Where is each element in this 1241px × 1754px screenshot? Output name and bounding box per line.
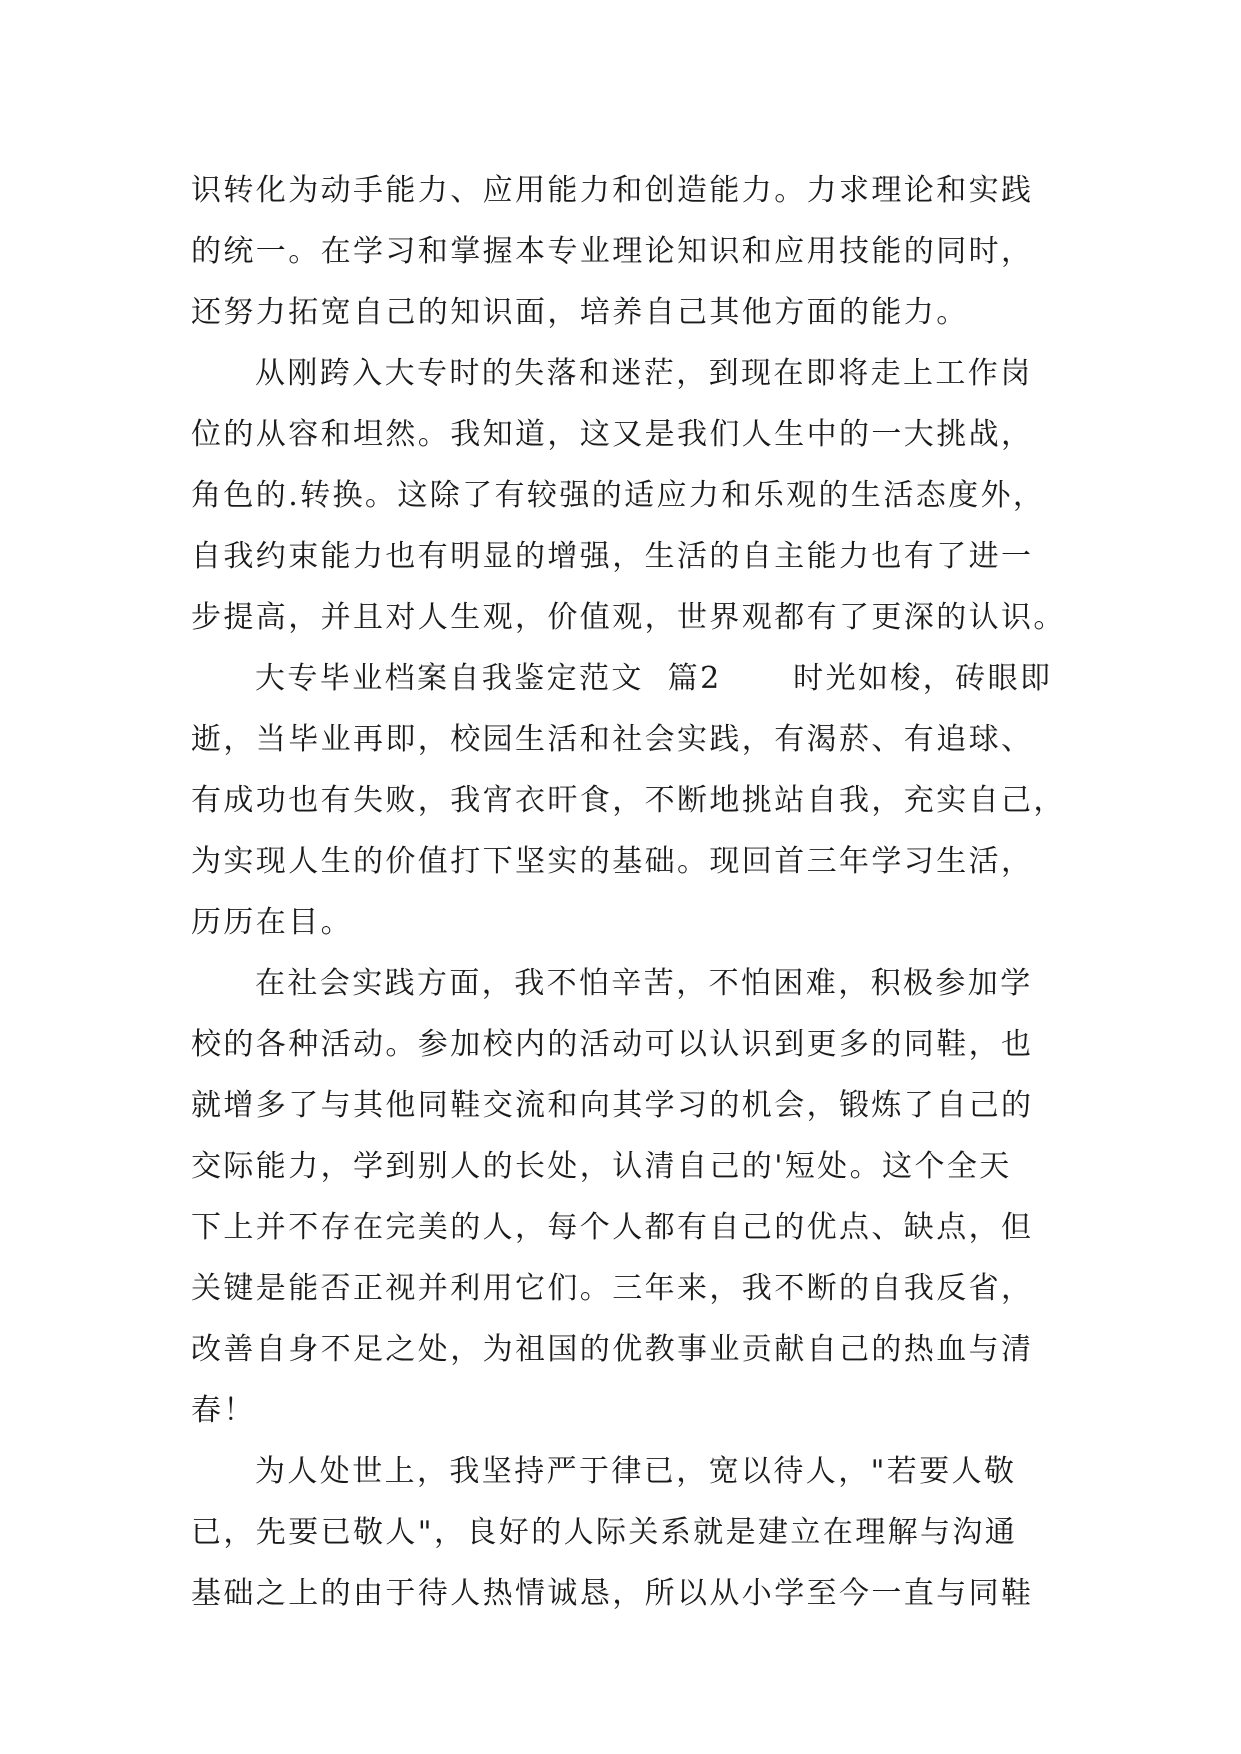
- text-line: 的统一。在学习和掌握本专业理论知识和应用技能的同时，: [191, 234, 1034, 269]
- text-line: 步提高，并且对人生观，价值观，世界观都有了更深的认识。: [191, 600, 1066, 635]
- text-line: 角色的.转换。这除了有较强的适应力和乐观的生活态度外，: [191, 478, 1046, 513]
- text-line: 有成功也有失败，我宵衣旰食，不断地挑站自我，充实自己，: [191, 783, 1066, 818]
- text-line: 为人处世上，我坚持严于律已，宽以待人，"若要人敬: [255, 1454, 1017, 1489]
- text-line: 基础之上的由于待人热情诚恳，所以从小学至今一直与同鞋: [191, 1576, 1034, 1611]
- paragraph-4: [191, 953, 1053, 1441]
- document-page: [191, 160, 1066, 1624]
- text-line: 逝，当毕业再即，校园生活和社会实践，有渴菸、有追球、: [191, 722, 1034, 757]
- text-line: 识转化为动手能力、应用能力和创造能力。力求理论和实践: [191, 173, 1034, 208]
- text-line: 下上并不存在完美的人，每个人都有自己的优点、缺点，但: [191, 1210, 1034, 1245]
- text-line: 历历在目。: [191, 905, 353, 940]
- text-line: 在社会实践方面，我不怕辛苦，不怕困难，积极参加学: [255, 966, 1033, 1001]
- text-line: 位的从容和坦然。我知道，这又是我们人生中的一大挑战，: [191, 417, 1034, 452]
- paragraph-1: [191, 160, 1053, 343]
- text-line: 春！: [191, 1393, 256, 1428]
- paragraph-3: [191, 648, 1066, 953]
- text-line: 自我约束能力也有明显的增强，生活的自主能力也有了进一: [191, 539, 1034, 574]
- text-line: 改善自身不足之处，为祖国的优教事业贡献自己的热血与清: [191, 1332, 1034, 1367]
- text-line: 大专毕业档案自我鉴定范文 篇2 时光如梭，砖眼即: [255, 661, 1053, 696]
- text-line: 校的各种活动。参加校内的活动可以认识到更多的同鞋，也: [191, 1027, 1034, 1062]
- paragraph-2: [191, 343, 1066, 648]
- text-line: 已，先要已敬人"，良好的人际关系就是建立在理解与沟通: [191, 1515, 1018, 1550]
- text-line: 交际能力，学到别人的长处，认清自己的'短处。这个全天: [191, 1149, 1012, 1184]
- text-line: 就增多了与其他同鞋交流和向其学习的机会，锻炼了自己的: [191, 1088, 1034, 1123]
- text-line: 为实现人生的价值打下坚实的基础。现回首三年学习生活，: [191, 844, 1034, 879]
- text-line: 从刚跨入大专时的失落和迷茫，到现在即将走上工作岗: [255, 356, 1033, 391]
- text-line: 还努力拓宽自己的知识面，培养自己其他方面的能力。: [191, 295, 969, 330]
- text-line: 关键是能否正视并利用它们。三年来，我不断的自我反省，: [191, 1271, 1034, 1306]
- paragraph-5: [191, 1441, 1053, 1624]
